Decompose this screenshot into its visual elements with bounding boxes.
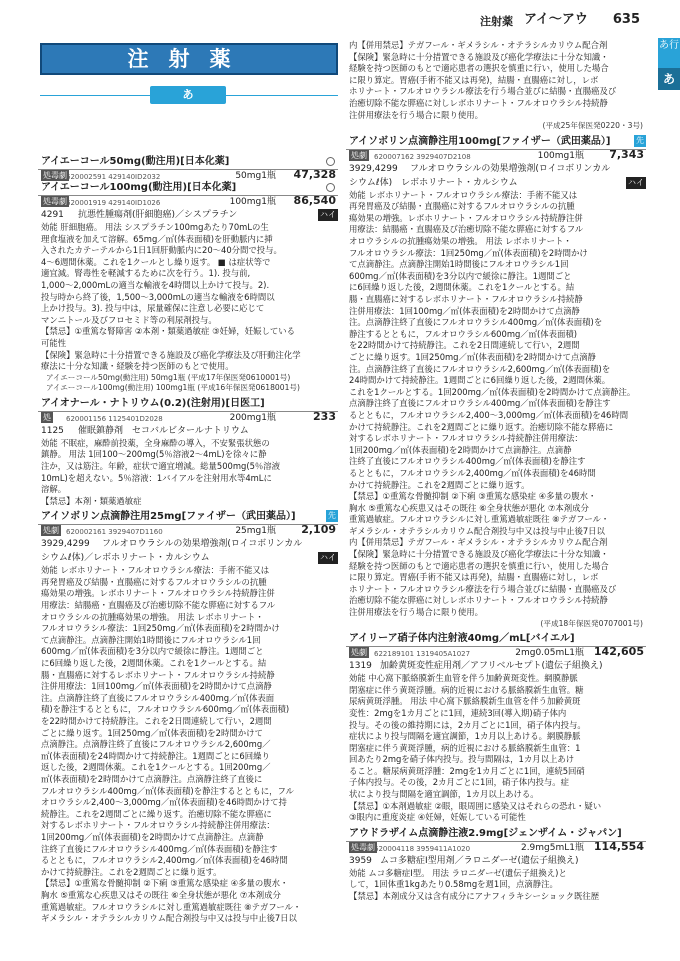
insurance-note: (平成18年保医発0707001号)	[540, 618, 643, 628]
text-line: 注。点滴静注終了直後にフルオロウラシル400mg／㎡(体表面	[41, 692, 275, 703]
unit: 25mg1瓶	[235, 526, 276, 537]
text-line: 対するレボホリナート・フルオロウラシル持続静注併用療法：	[349, 433, 583, 444]
drug-code: 620002591 429140ID2032	[66, 173, 161, 181]
text-line: 4〜6週間休薬。これを1クールとし繰り返す。 ■ は症状等で	[41, 256, 271, 267]
text-line: 【禁忌】本剤成分又は含有成分にアナフィラキシーショック既往歴	[349, 891, 600, 902]
kana-section-bar	[40, 90, 338, 102]
text-line: 【保険】緊急時に十分措置できる施設及び癌化学療法に十分な知識・	[349, 51, 609, 62]
classification-row	[38, 538, 338, 551]
drug-description	[346, 190, 646, 619]
classification-row	[38, 425, 338, 438]
regulatory-badge: 処劇	[351, 150, 367, 160]
insurance-note: (平成25年保医発0220・3号)	[542, 121, 643, 131]
regulatory-badge: 処毒劇	[43, 171, 67, 180]
price: 233	[313, 409, 336, 423]
class-number: 1319	[349, 661, 372, 672]
continued-description	[346, 40, 646, 121]
text-line: かけて持続静注。これを2週間ごとに繰り返す。	[349, 479, 530, 490]
text-line: 24時間かけて持続静注。1週間ごとに6回繰り返した後，2週間休薬。	[349, 375, 611, 386]
kana-range: アイ〜アウ	[524, 12, 588, 27]
text-line: かけて持続静注。これを2週間ごとに繰り返す。治癒切除不能な膵癌に	[349, 421, 614, 432]
category: 催眠鎮静剤 セコバルビタールナトリウム	[78, 425, 249, 436]
regulatory-badge: 処毒劇	[351, 842, 375, 852]
unit: 50mg1瓶	[235, 171, 276, 181]
text-line: 効能 レボホリナート・フルオロウラシル療法：手術不能又は	[349, 189, 578, 200]
price-row	[38, 170, 338, 182]
drug-entry-eylea	[346, 633, 646, 824]
text-line: フルオロウラシル療法：1回250mg／㎡(体表面積)を2時間かけ	[41, 623, 280, 634]
text-line: 1,000〜2,000mLの適当な輸液を4時間以上かけて投与。2).	[41, 279, 270, 290]
text-line: 内【併用禁忌】テガフール・ギメラシル・オテラシルカリウム配合剤	[349, 40, 608, 50]
price-row	[346, 647, 646, 659]
class-number: 3929,4299	[349, 163, 398, 174]
chapter-banner: 注射薬	[40, 43, 338, 75]
drug-code: 622189101 1319405A1027	[374, 650, 471, 659]
generic-icon	[326, 157, 335, 166]
text-line: 腸・直腸癌に対するレボホリナート・フルオロウラシル持続静	[349, 294, 583, 304]
text-line: ごとに繰り返す。1回250mg／㎡(体表面積)を2時間かけて点滴静	[349, 351, 596, 362]
text-line: 注併用療法：1回100mg／㎡(体表面積)を2時間かけて点滴静	[41, 681, 272, 692]
drug-name-row	[38, 398, 338, 412]
classification-row	[346, 855, 646, 868]
text-line: これを1クールとする。1回200mg／㎡(体表面積)を2時間かけて点滴静注。	[349, 386, 636, 397]
drug-description	[38, 222, 338, 373]
text-line: 点滴静注終了直後にフルオロウラシル400mg／㎡(体表面積)を静注す	[349, 398, 611, 409]
text-line: 可能性	[41, 337, 67, 348]
text-line: に限り算定。胃癌(手術不能又は再発)，結腸・直腸癌に対し，レボ	[349, 572, 599, 583]
text-line: 【保険】緊急時に十分措置できる施設及び癌化学療法に十分な知識・	[349, 549, 609, 560]
unit: 100mg1瓶	[229, 197, 276, 207]
price-row	[38, 409, 338, 424]
section-title: 注射薬	[480, 15, 513, 28]
text-line: 効能 肝細胞癌。 用法 シスプラチン100mgあたり70mLの生	[41, 222, 269, 232]
text-line: 尿病黄斑浮腫。 用法 中心窩下脈絡膜新生血管を伴う加齢黄斑	[349, 696, 581, 707]
classification-row	[346, 660, 646, 673]
text-line: るとともに，フルオロウラシル2,400mg／㎡(体表面積)を46時間	[41, 855, 288, 866]
text-line: マンニトール及びフロセミド等の利尿剤投与。	[41, 314, 217, 325]
text-line: して，1回体重1kgあたり0.58mgを週1回，点滴静注。	[349, 879, 558, 890]
regulatory-badge: 処	[43, 412, 51, 422]
text-line: るとともに，フルオロウラシル2,400〜3,000mg／㎡(体表面積)を46時間	[349, 409, 629, 420]
text-line: 適宜減。腎毒性を軽減するために次を行う。1). 投与前,	[41, 268, 251, 279]
text-line: ギメラシル・オテラシルカリウム配合剤投与中又は投与中止後7日以	[349, 525, 605, 536]
classification-row-2	[346, 177, 646, 190]
class-number: 3929,4299	[41, 539, 90, 550]
text-line: 返した後，2週間休薬。これを1クールとする。1回200mg／	[41, 762, 271, 773]
text-line: 状により投与間隔を適宜調節，1カ月以上あける。	[349, 789, 539, 800]
text-line: に6回繰り返した後，2週間休薬。これを1クールとする。結	[349, 282, 575, 293]
text-line: アイエーコール100mg(動注用) 100mg1瓶 (平成16年保医発0618001号)	[46, 383, 300, 393]
brand-badge: 先	[328, 511, 336, 521]
drug-entry-aional	[38, 398, 338, 508]
price: 86,540	[293, 194, 336, 207]
category: ムコ多糖症Ⅰ型用剤／ラロニダーゼ(遺伝子組換え)	[380, 855, 579, 866]
text-line: 10mL)を超えない。5％溶液：1バイアルを注射用水等4mLに	[41, 472, 272, 483]
class-number: 4291	[41, 210, 64, 220]
price-row	[346, 839, 646, 854]
text-line: 1回200mg／㎡(体表面積)を2時間かけて点滴静注。点滴静	[349, 444, 572, 455]
text-line: 経験を持つ医師のもとで適応患者の選択を慎重に行い，使用した場合	[349, 560, 609, 571]
high-risk-badge: ハイ	[628, 177, 644, 187]
text-line: 入されたカテーテルから1日1回肝動脈内に20〜40分間で投与。	[41, 245, 282, 256]
text-line: 【禁忌】①重篤な骨髄抑制 ②下痢 ③重篤な感染症 ④多量の腹水・	[349, 491, 597, 502]
text-line: 治癒切除不能な膵癌に対しレボホリナート・フルオロウラシル持続静	[349, 595, 608, 606]
text-line: 効能 レボホリナート・フルオロウラシル療法：手術不能又は	[41, 565, 270, 576]
running-header	[480, 14, 640, 32]
text-line: 【禁忌】①重篤な腎障害 ②本剤・類薬過敏症 ③妊婦，妊娠している	[41, 326, 295, 337]
text-line: 用療法：結腸癌・直腸癌及び治癒切除不能な膵癌に対するフル	[41, 600, 276, 611]
text-line: を22時間かけて持続静注。これを2日間連続して行い，2週間	[349, 340, 580, 351]
category: 抗悪性腫瘍剤(肝細胞癌)／シスプラチン	[78, 210, 238, 220]
text-line: 重篤過敏症。フルオロウラシルに対し重篤過敏症既往 ⑧テガフール・	[41, 901, 302, 912]
text-line: 点滴静注。点滴静注終了直後にフルオロウラシル2,600mg／	[41, 739, 271, 750]
drug-name-row	[346, 136, 646, 150]
drug-entry-isovorin-25	[38, 511, 338, 924]
classification-row	[38, 209, 338, 222]
drug-name-row	[38, 182, 338, 196]
price: 114,554	[593, 839, 644, 853]
text-line: 注終了直後にフルオロウラシル400mg／㎡(体表面積)を静注す	[349, 456, 586, 467]
category: フルオロウラシルの効果増強剤(ロイコボリンカル	[102, 539, 303, 550]
text-line: 胸水 ⑤重篤な心疾患又はその既往 ⑥全身状態が悪化 ⑦本剤成分	[41, 889, 281, 900]
text-line: ㎡(体表面積)を24時間かけて持続静注。1週間ごとに6回繰り	[41, 750, 270, 761]
text-line: 内【併用禁忌】テガフール・ギメラシル・オテラシルカリウム配合剤	[349, 537, 608, 548]
text-line: アイエーコール50mg(動注用) 50mg1瓶 (平成17年保医発0610001号)	[46, 372, 291, 382]
text-line: ること。糖尿病黄斑浮腫：2mgを1カ月ごとに1回，連続5回硝	[349, 765, 585, 776]
drug-description	[346, 868, 646, 903]
text-line: 閉塞症に伴う黄斑浮腫，病的近視における脈絡膜新生血管：1	[349, 742, 581, 753]
high-risk-badge: ハイ	[320, 553, 336, 563]
text-line: 注。点滴静注終了直後にフルオロウラシル2,600mg／㎡(体表面積)を	[349, 363, 611, 374]
regulatory-badge: 処毒劇	[43, 197, 67, 206]
drug-name: アイリーア硝子体内注射液40mg／mL[バイエル]	[349, 633, 575, 645]
drug-code: 620007162 3929407D2108	[374, 152, 471, 161]
price: 2,109	[301, 523, 336, 537]
unit: 2mg0.05mL1瓶	[515, 648, 584, 659]
drug-name: アイソボリン点滴静注用100mg[ファイザー（武田薬品）]	[349, 135, 611, 147]
drug-entry-aldurazyme	[346, 828, 646, 903]
text-line: 投与。その後の維持期には，2カ月ごとに1回，硝子体内投与。	[349, 719, 586, 730]
drug-name: アウドラザイム点滴静注液2.9mg[ジェンザイム・ジャパン]	[349, 827, 622, 839]
text-line: 溶解。	[41, 484, 67, 495]
price-row	[346, 147, 646, 162]
text-line: フルオロウラシル療法：1回250mg／㎡(体表面積)を2時間かけ	[349, 247, 588, 258]
text-line: に6回繰り返した後，2週間休薬。これを1クールとする。結	[41, 658, 267, 669]
text-line: 静注するとともに，フルオロウラシル600mg／㎡(体表面積)	[349, 328, 578, 339]
text-line: ギメラシル・オテラシルカリウム配合剤投与中又は投与中止後7日以	[41, 913, 297, 924]
text-line: 上かけ投与。3). 投与中は，尿量確保に注意し必要に応じて	[41, 303, 265, 314]
text-line: かけて持続静注。これを2週間ごとに繰り返す。	[41, 866, 222, 877]
category-continued: シウムℓ体)／レボホリナート・カルシウム	[41, 553, 210, 564]
drug-description	[346, 673, 646, 824]
class-number: 1125	[41, 425, 64, 436]
text-line: 変性：2mgを1カ月ごとに1回，連続3回(導入期)硝子体内	[349, 707, 567, 718]
category: 加齢黄斑変性症用剤／アフリベルセプト(遺伝子組換え)	[380, 661, 603, 672]
text-line: 600mg／㎡(体表面積)を3分以内で緩徐に静注。1週間ごと	[349, 270, 572, 281]
drug-entry-isovorin-100	[346, 136, 646, 629]
classification-row-2	[38, 552, 338, 565]
text-line: 重篤過敏症。フルオロウラシルに対し重篤過敏症既往 ⑧テガフール・	[349, 514, 610, 525]
left-column	[38, 156, 338, 925]
text-line: ホリナート・フルオロウラシル療法を行う場合並びに結腸・直腸癌及び	[349, 86, 617, 97]
text-line: るとともに，フルオロウラシル2,400mg／㎡(体表面積)を46時間	[349, 467, 596, 478]
kana-section-label: あ	[150, 86, 226, 104]
unit: 200mg1瓶	[229, 412, 276, 423]
drug-code: 620001919 429140ID1026	[66, 199, 161, 207]
text-line: 瘍効果の増強。レボホリナート・フルオロウラシル持続静注併	[41, 588, 275, 599]
text-line: 経験を持つ医師のもとで適応患者の選択を慎重に行い，使用した場合	[349, 63, 609, 74]
drug-code: 620001156 1125401D2028	[66, 414, 163, 423]
drug-description	[38, 565, 338, 924]
drug-description	[38, 438, 338, 508]
text-line: フルオロウラシル400mg／㎡(体表面積)を静注するとともに，フル	[41, 785, 294, 796]
brand-badge: 先	[636, 135, 644, 145]
drug-name-row	[38, 511, 338, 525]
text-line: て点滴静注。点滴静注開始1時間後にフルオロウラシル1回	[41, 634, 261, 645]
text-line: 対するレボホリナート・フルオロウラシル持続静注併用療法：	[41, 820, 275, 831]
price-row	[38, 196, 338, 208]
text-line: 注併用療法を行う場合に限り使用。	[349, 607, 483, 618]
text-line: 治癒切除不能な膵癌に対しレボホリナート・フルオロウラシル持続静	[349, 97, 608, 108]
text-line: 注終了直後にフルオロウラシル400mg／㎡(体表面積)を静注す	[41, 843, 278, 854]
drug-name: アイソボリン点滴静注用25mg[ファイザー（武田薬品）]	[41, 511, 296, 523]
text-line: 【禁忌】本剤・類薬過敏症	[41, 495, 142, 506]
text-line: 理食塩液を加えて溶解。65mg／㎡(体表面積)を肝動脈内に挿	[41, 233, 273, 244]
text-line: 注。点滴静注終了直後にフルオロウラシル400mg／㎡(体表面積)を	[349, 317, 603, 328]
drug-name-row	[38, 156, 338, 170]
price: 47,328	[293, 168, 336, 181]
drug-name: アイエーコール50mg(動注用)[日本化薬]	[41, 156, 230, 167]
text-line: 閉塞症に伴う黄斑浮腫。病的近視における脈絡膜新生血管。糖	[349, 684, 584, 695]
text-line: 効能 不眠症，麻酔前投薬，全身麻酔の導入，不安緊張状態の	[41, 437, 270, 448]
text-line: 【保険】緊急時に十分措置できる施設及び癌化学療法及び肝動注化学	[41, 349, 301, 360]
text-line: オロウラシル2,400〜3,000mg／㎡(体表面積)を46時間かけて持	[41, 797, 287, 808]
category: フルオロウラシルの効果増強剤(ロイコボリンカル	[410, 163, 611, 174]
unit: 2.9mg5mL1瓶	[520, 842, 584, 853]
text-line: ③眼内に重度炎症 ④妊婦，妊娠している可能性	[349, 812, 526, 823]
text-line: 子体内投与。その後，2カ月ごとに1回，硝子体内投与。症	[349, 777, 570, 788]
text-line: を22時間かけて持続静注。これを2日間連続して行い，2週間	[41, 716, 272, 726]
class-number: 3959	[349, 855, 372, 866]
text-line: 腸・直腸癌に対するレボホリナート・フルオロウラシル持続静	[41, 669, 275, 680]
text-line: ㎡(体表面積)を2時間かけて点滴静注。点滴静注終了直後に	[41, 773, 263, 784]
price-row	[38, 525, 338, 537]
text-line: 用療法：結腸癌・直腸癌及び治癒切除不能な膵癌に対するフル	[349, 224, 584, 235]
drug-name: アイエーコール100mg(動注用)[日本化薬]	[41, 182, 237, 193]
text-line: 瘍効果の増強。レボホリナート・フルオロウラシル持続静注併	[349, 212, 583, 223]
text-line: ホリナート・フルオロウラシル療法を行う場合並びに結腸・直腸癌及び	[349, 583, 617, 594]
page-number: 635	[612, 12, 640, 27]
text-line: 回あたり2mgを硝子体内投与。投与間隔は，1カ月以上あけ	[349, 754, 575, 765]
text-line: 再発胃癌及び結腸・直腸癌に対するフルオロウラシルの抗腫	[41, 576, 267, 587]
text-line: 積)を静注するとともに，フルオロウラシル600mg／㎡(体表面積)	[41, 704, 290, 715]
drug-code: 620004118 3959411A1020	[374, 844, 471, 853]
unit: 100mg1瓶	[537, 150, 584, 161]
text-line: オロウラシルの抗腫瘍効果の増強。 用法 レボホリナート・	[41, 611, 264, 622]
text-line: 【禁忌】①重篤な骨髄抑制 ②下痢 ③重篤な感染症 ④多量の腹水・	[41, 878, 289, 889]
price: 142,605	[593, 645, 644, 659]
right-column	[346, 40, 646, 903]
regulatory-badge: 処劇	[351, 648, 367, 658]
text-line: 胸水 ⑤重篤な心疾患又はその既往 ⑥全身状態が悪化 ⑦本剤成分	[349, 502, 589, 513]
text-line: 1回200mg／㎡(体表面積)を2時間かけて点滴静注。点滴静	[41, 831, 264, 842]
text-line: 療法に十分な知識・経験を持つ医師のもとで使用。	[41, 361, 234, 372]
drug-name: アイオナール・ナトリウム(0.2)(注射用)[日医工]	[41, 397, 265, 409]
generic-icon	[326, 183, 335, 192]
text-line: 600mg／㎡(体表面積)を3分以内で緩徐に静注。1週間ごと	[41, 646, 264, 657]
text-line: 投与時から終了後，1,500〜3,000mLの適当な輸液を6時間以	[41, 291, 275, 302]
drug-entry-aiecall	[38, 156, 338, 394]
text-line: て点滴静注。点滴静注開始1時間後にフルオロウラシル1回	[349, 259, 569, 270]
text-line: 注か，又は筋注。年齢，症状で適宜増減。総量500mg(5％溶液	[41, 460, 281, 471]
text-line: に限り算定。胃癌(手術不能又は再発)，結腸・直腸癌に対し，レボ	[349, 74, 599, 85]
text-line: 注併用療法を行う場合に限り使用。	[349, 109, 483, 120]
text-line: 再発胃癌及び結腸・直腸癌に対するフルオロウラシルの抗腫	[349, 201, 575, 212]
text-line: 続静注。これを2週間ごとに繰り返す。治癒切除不能な膵癌に	[41, 808, 272, 819]
text-line: ごとに繰り返す。1回250mg／㎡(体表面積)を2時間かけて	[41, 727, 263, 738]
text-line: オロウラシルの抗腫瘍効果の増強。 用法 レボホリナート・	[349, 236, 572, 247]
drug-code: 620002161 3929407D1160	[66, 528, 163, 537]
text-line: 症状により投与間隔を適宜調節，1カ月以上あける。網膜静脈	[349, 731, 581, 742]
text-line: 効能 中心窩下脈絡膜新生血管を伴う加齢黄斑変性。網膜静脈	[349, 673, 578, 684]
price-notes	[38, 373, 338, 394]
regulatory-badge: 処劇	[43, 526, 59, 536]
text-line: 注併用療法：1回100mg／㎡(体表面積)を2時間かけて点滴静	[349, 305, 580, 316]
text-line: 鎮静。 用法 1回100〜200mg(5％溶液2〜4mL)を徐々に静	[41, 449, 267, 460]
side-tab-label: あ行	[659, 40, 679, 51]
category-continued: シウムℓ体) レボホリナート・カルシウム	[349, 177, 518, 188]
high-risk-badge: ハイ	[320, 210, 336, 219]
price: 7,343	[609, 147, 644, 161]
text-line: 効能 ムコ多糖症Ⅰ型。 用法 ラロニダーゼ(遺伝子組換え)と	[349, 867, 567, 878]
side-tab-kana: あ	[658, 68, 680, 90]
text-line: 【禁忌】①本剤過敏症 ②眼，眼周囲に感染又はそれらの恐れ・疑い	[349, 800, 602, 811]
classification-row	[346, 163, 646, 176]
side-index-tab[interactable]	[658, 38, 680, 90]
